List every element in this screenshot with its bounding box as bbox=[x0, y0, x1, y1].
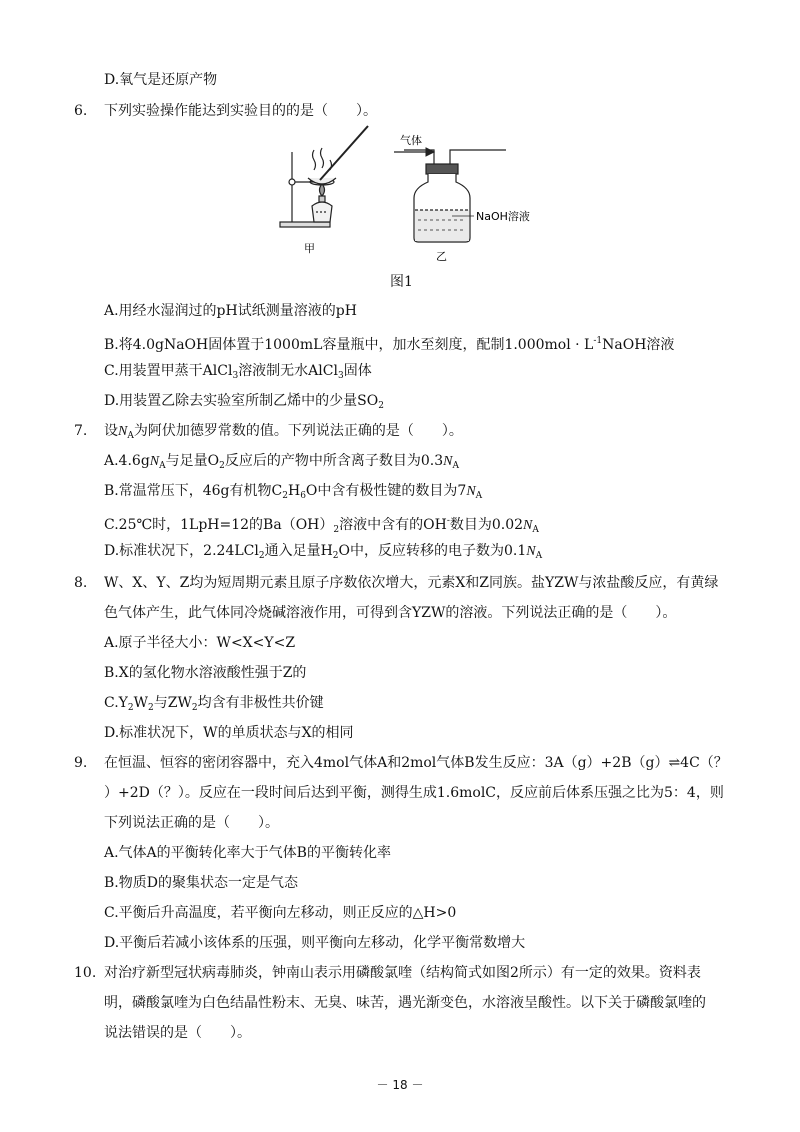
q6-option-c: C.用装置甲蒸干AlCl$_3$溶液制无水AlCl$_3$固体 bbox=[104, 363, 372, 381]
q9-option-d: D.平衡后若减小该体系的压强，则平衡向左移动，化学平衡常数增大 bbox=[104, 935, 526, 951]
q6-option-b: B.将4.0gNaOH固体置于1000mL容量瓶中，加水至刻度，配制$1.000mol \cdot L^{-1}NaOH$溶液 bbox=[104, 336, 675, 353]
q7-option-d: D.标准状况下，2.24LCl$_2$通入足量$H_2O$中，反应转移的电子数为$0.1N_A$ bbox=[104, 543, 543, 561]
q5-option-d: D.氧气是还原产物 bbox=[104, 72, 218, 88]
q8-stem-line2: 色气体产生，此气体同冷烧碱溶液作用，可得到含YZW的溶液。下列说法正确的是（ ）。 bbox=[104, 605, 677, 621]
gas-label: 气体 bbox=[400, 134, 422, 147]
q8-option-a: A.原子半径大小：W<X<Y<Z bbox=[104, 635, 296, 651]
page-number: － 18 － bbox=[376, 1078, 424, 1092]
apparatus-figure bbox=[276, 124, 536, 264]
q7-option-c: C.25℃时，1LpH=12的$Ba(OH)_2$溶液中含有的OH-数目为$0.02N_A$ bbox=[104, 516, 539, 535]
gas-arrow-icon bbox=[394, 148, 434, 156]
q6-option-a: A.用经水湿润过的pH试纸测量溶液的pH bbox=[104, 303, 357, 319]
apparatus-jia bbox=[280, 126, 368, 227]
q7-option-a: $A.4.6gN_A$与足量$O_2$反应后的产物中所含离子数目为$0.3N_A$ bbox=[104, 453, 459, 471]
q8-option-b: B.X的氢化物水溶液酸性强于Z的 bbox=[104, 665, 307, 681]
q7-stem: 设$N_A$为阿伏加德罗常数的值。下列说法正确的是（ ）。 bbox=[104, 423, 463, 441]
q7-option-b: B.常温常压下，46g有机物$C_2H_6O$中含有极性键的数目为$7N_A$ bbox=[104, 483, 483, 501]
q10-stem-line1: 对治疗新型冠状病毒肺炎，钟南山表示用磷酸氯喹（结构简式如图2所示）有一定的效果。资料表 bbox=[104, 965, 701, 981]
q9-option-a: A.气体A的平衡转化率大于气体B的平衡转化率 bbox=[104, 845, 391, 861]
q8-stem-line1: W、X、Y、Z均为短周期元素且原子序数依次增大，元素X和Z同族。盐YZW与浓盐酸反应，有黄绿 bbox=[104, 575, 719, 591]
jia-label: 甲 bbox=[304, 242, 315, 255]
apparatus-yi bbox=[404, 150, 506, 242]
q9-stem-line2: ）+2D（？）。反应在一段时间后达到平衡，测得生成1.6molC，反应前后体系压强之比为5：4，则 bbox=[104, 785, 724, 801]
q9-option-b: B.物质D的聚集状态一定是气态 bbox=[104, 875, 298, 891]
q9-option-c: C.平衡后升高温度，若平衡向左移动，则正反应的△H>0 bbox=[104, 905, 457, 921]
naoh-label: NaOH溶液 bbox=[476, 210, 530, 223]
figure-caption: 图1 bbox=[390, 274, 413, 290]
q10-number: 10. bbox=[74, 965, 97, 981]
q9-number: 9. bbox=[74, 755, 88, 771]
q10-stem-line3: 说法错误的是（ ）。 bbox=[104, 1025, 251, 1041]
q8-number: 8. bbox=[74, 575, 88, 591]
q9-stem-line1: 在恒温、恒容的密闭容器中，充入4mol气体A和2mol气体B发生反应：3A（g）+2B（g）⇌4C（？ bbox=[104, 755, 728, 771]
q7-number: 7. bbox=[74, 423, 88, 439]
q6-option-d: D.用装置乙除去实验室所制乙烯中的少量$SO_2$ bbox=[104, 393, 384, 411]
q6-stem: 下列实验操作能达到实验目的的是（ ）。 bbox=[104, 103, 377, 119]
q10-stem-line2: 明，磷酸氯喹为白色结晶性粉末、无臭、味苦，遇光渐变色，水溶液呈酸性。以下关于磷酸氯喹的 bbox=[104, 995, 706, 1011]
q9-stem-line3: 下列说法正确的是（ ）。 bbox=[104, 815, 279, 831]
q8-option-c: $C.Y_2W_2$与$ZW_2$均含有非极性共价键 bbox=[104, 695, 324, 713]
q6-number: 6. bbox=[74, 103, 88, 119]
yi-label: 乙 bbox=[436, 250, 447, 263]
q8-option-d: D.标准状况下，W的单质状态与X的相同 bbox=[104, 725, 354, 741]
